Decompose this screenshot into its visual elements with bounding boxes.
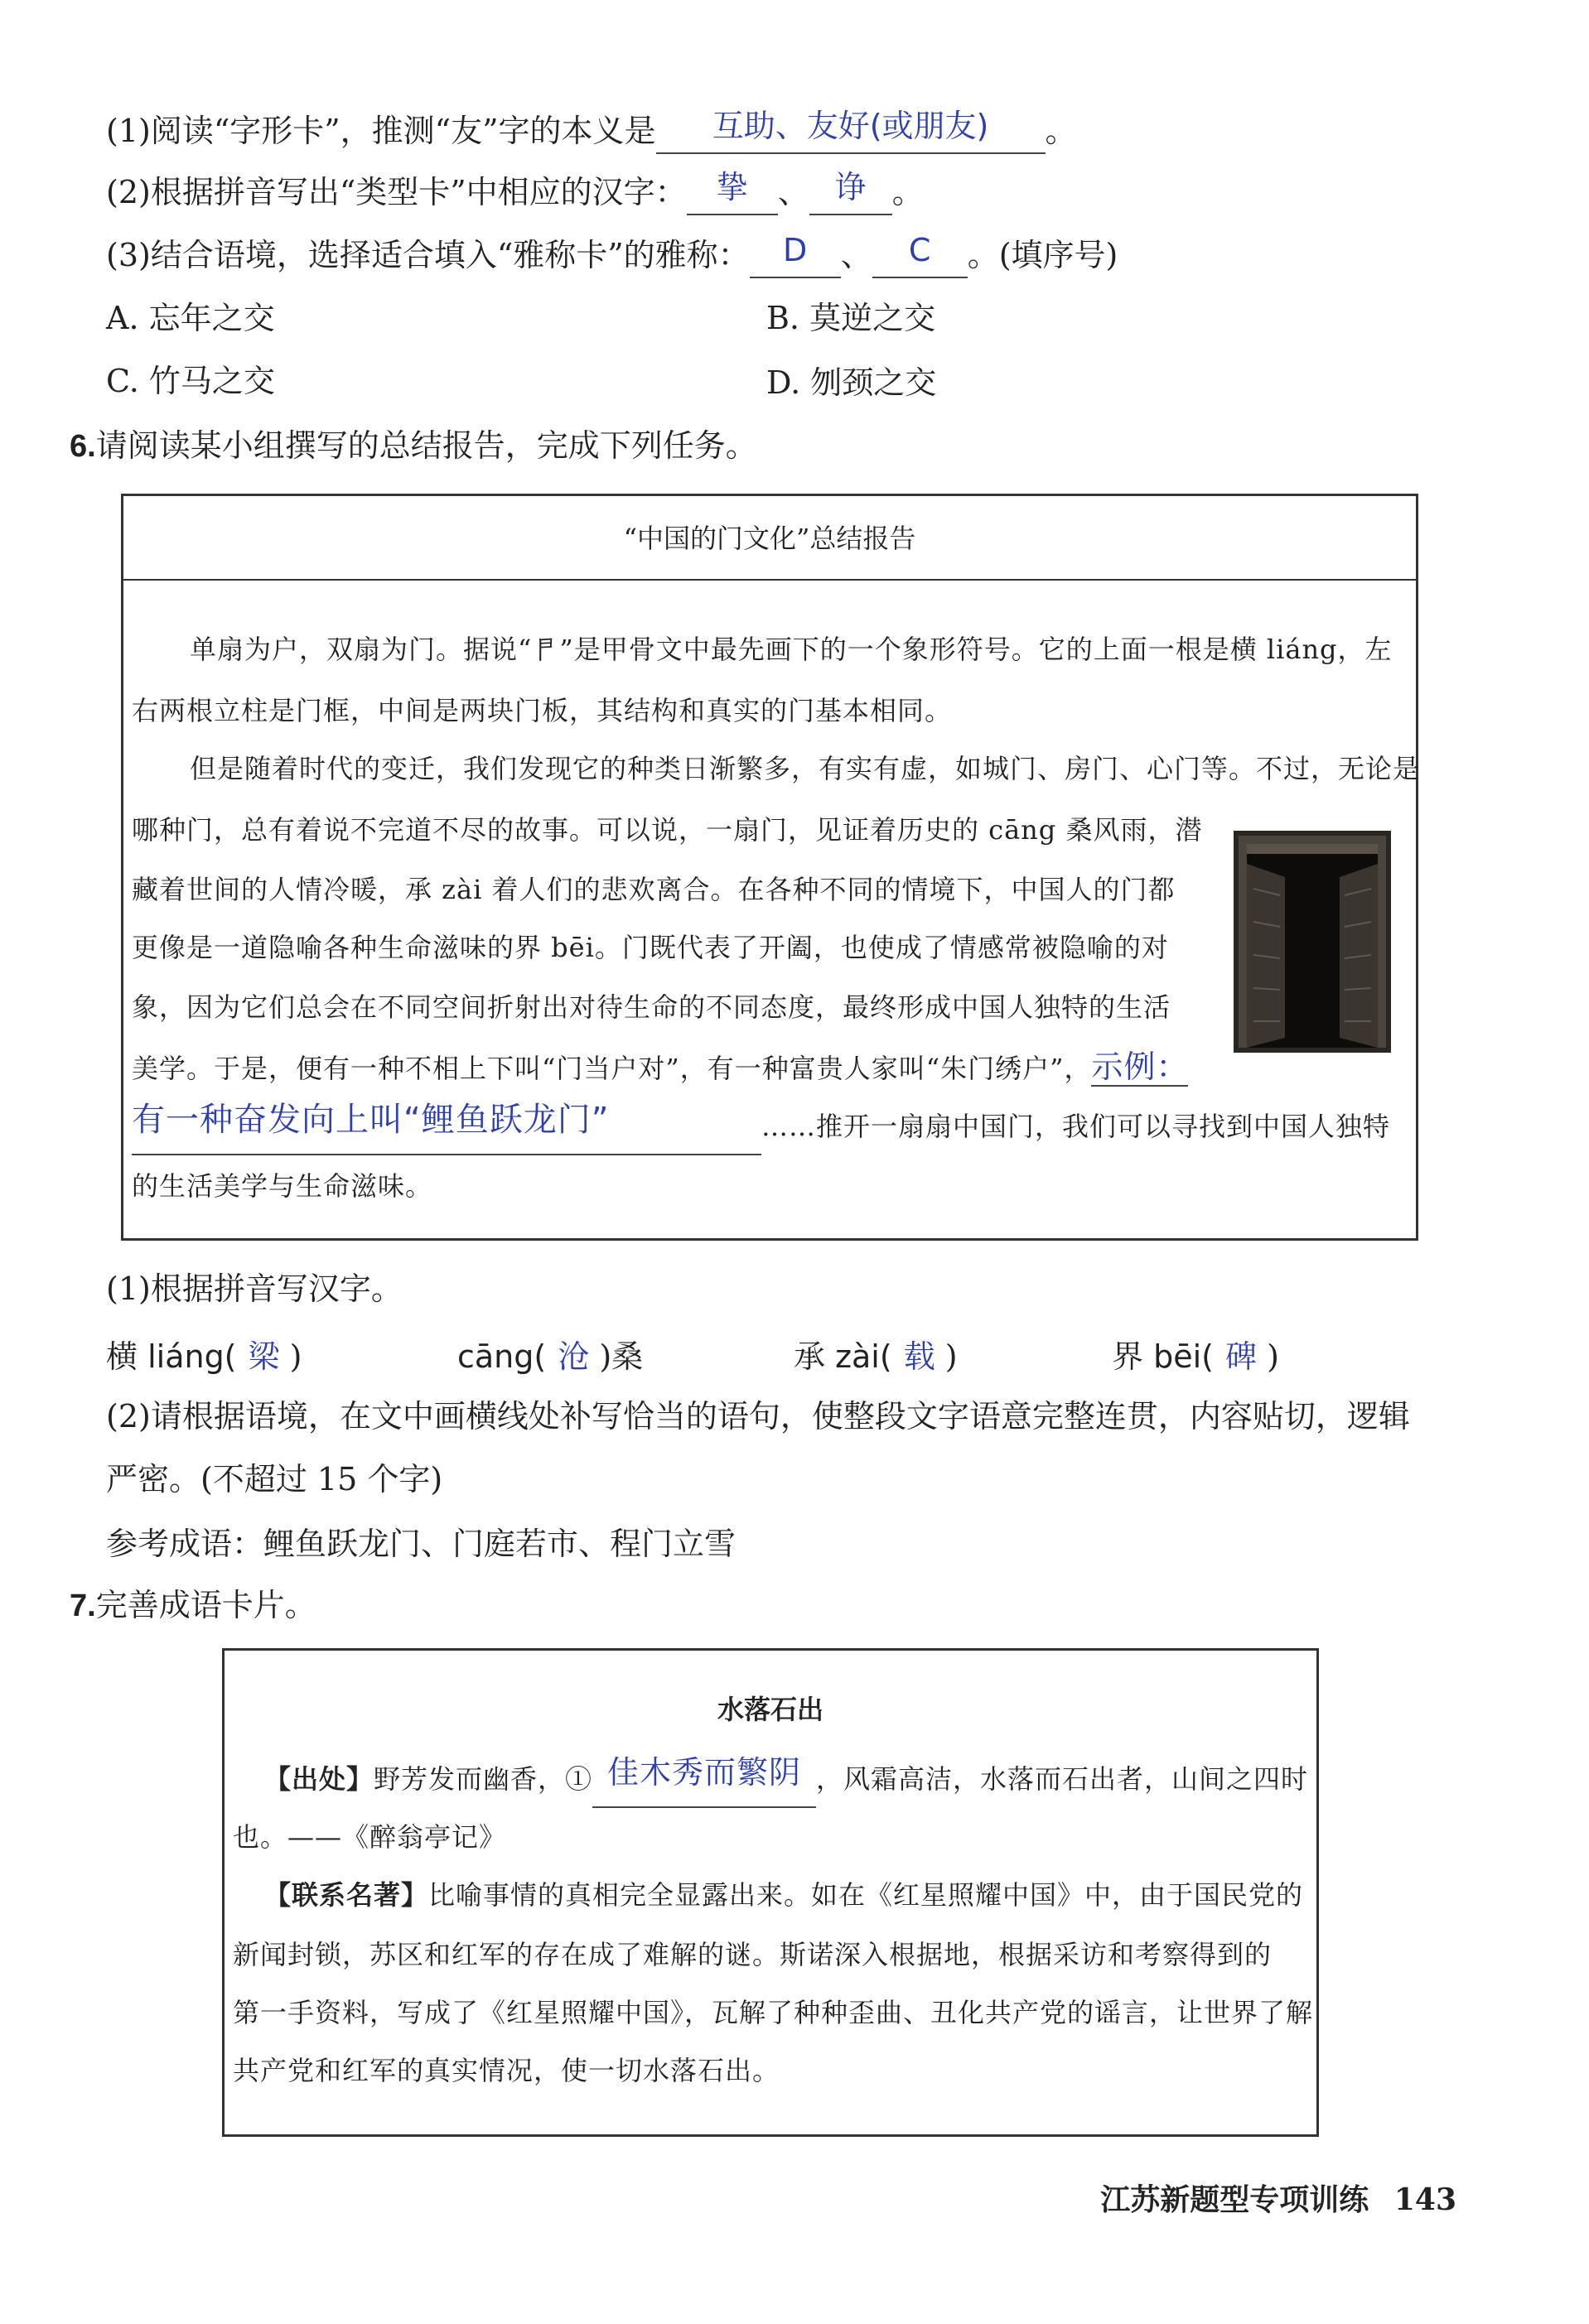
q6-sub2-line2: 严密。(不超过 15 个字) [106,1461,443,1497]
q6-para-line-9: 有一种奋发向上叫“鲤鱼跃龙门” ……推开一扇扇中国门，我们可以寻找到中国人独特 [132,1097,1390,1155]
q6-para-line-5: 藏着世间的人情冷暖，承 zài 着人们的悲欢离合。在各种不同的情境下，中国人的门都 [132,874,1176,905]
q6-title-divider [123,579,1416,581]
q6-para-line-10: 的生活美学与生命滋味。 [132,1170,433,1202]
q6-para-line-6: 更像是一道隐喻各种生命滋味的界 bēi。门既代表了开阖，也使成了情感常被隐喻的对 [132,932,1169,963]
q5-option-d: D. 刎颈之交 [766,364,937,401]
q6-pinyin-3: 承 zài( 载 ) [794,1338,958,1375]
door-photo [1234,831,1391,1053]
q6-heading: 6.请阅读某小组撰写的总结报告，完成下列任务。 [70,427,757,464]
q7-heading: 7.完善成语卡片。 [70,1587,316,1623]
footer-series: 江苏新题型专项训练 [1100,2183,1369,2217]
q7-source-line1: 【出处】野芳发而幽香，① 佳木秀而繁阴 ，风霜高洁，水落而石出者，山间之四时 [264,1750,1308,1808]
q6-para-line-7: 象，因为它们总会在不同空间折射出对待生命的不同态度，最终形成中国人独特的生活 [132,991,1171,1023]
q7-source-blank[interactable]: 佳木秀而繁阴 [592,1750,816,1808]
q5-sub1: (1)阅读“字形卡”，推测“友”字的本义是 互助、友好(或朋友) 。 [106,109,1077,154]
q5-sub3-blank2[interactable]: C [872,234,968,278]
q6-pinyin-4-answer[interactable]: 碑 [1224,1338,1257,1375]
q6-pinyin-1-answer[interactable]: 梁 [248,1338,280,1375]
q6-fill-blank[interactable]: 有一种奋发向上叫“鲤鱼跃龙门” [132,1097,761,1155]
q6-report-title: “中国的门文化”总结报告 [623,523,916,554]
q6-pinyin-2: cāng( 沧 )桑 [457,1338,644,1375]
q6-sub2-line1: (2)请根据语境，在文中画横线处补写恰当的语句，使整段文字语意完整连贯，内容贴切，逻辑 [106,1398,1410,1434]
q6-pinyin-2-answer[interactable]: 沧 [558,1338,590,1375]
q7-card-title: 水落石出 [717,1694,823,1725]
q6-para-line-3: 但是随着时代的变迁，我们发现它的种类日渐繁多，有实有虚，如城门、房门、心门等。不过，无论是 [190,753,1421,784]
q5-sub3-blank1[interactable]: D [750,234,841,278]
q6-sub1: (1)根据拼音写汉字。 [106,1270,403,1307]
q6-reference-idioms: 参考成语：鲤鱼跃龙门、门庭若市、程门立雪 [106,1526,737,1562]
q6-para-line-4: 哪种门，总有着说不完道不尽的故事。可以说，一扇门，见证着历史的 cāng 桑风雨，潜 [132,814,1203,846]
q7-source-line2: 也。——《醉翁亭记》 [233,1821,507,1853]
q6-example-label: 示例： [1091,1049,1189,1085]
q5-sub2-blank1[interactable]: 挚 [687,171,778,215]
q7-idiom-card [222,1648,1319,2137]
q5-option-b: B. 莫逆之交 [766,300,936,336]
q6-pinyin-4: 界 bēi( 碑 ) [1112,1338,1279,1375]
q7-link-line2: 新闻封锁，苏区和红军的存在成了难解的谜。斯诺深入根据地，根据采访和考察得到的 [233,1939,1273,1970]
q5-option-a: A. 忘年之交 [106,300,275,336]
q5-option-c: C. 竹马之交 [106,363,275,399]
door-photo-svg [1234,831,1391,1053]
q5-sub2: (2)根据拼音写出“类型卡”中相应的汉字： 挚 、 诤 。 [106,171,924,215]
q5-sub3: (3)结合语境，选择适合填入“雅称卡”的雅称： D 、 C 。(填序号) [106,234,1118,278]
q7-link-line1: 【联系名著】比喻事情的真相完全显露出来。如在《红星照耀中国》中，由于国民党的 [264,1879,1304,1911]
q5-sub1-blank[interactable]: 互助、友好(或朋友) [656,109,1046,154]
page-footer [1100,2177,1456,2219]
q5-sub2-blank2[interactable]: 诤 [809,171,892,215]
q6-pinyin-1: 横 liáng( 梁 ) [106,1338,302,1375]
q7-link-line4: 共产党和红军的真实情况，使一切水落石出。 [233,2055,780,2086]
page-number: 143 [1393,2182,1456,2217]
q7-link-line3: 第一手资料，写成了《红星照耀中国》，瓦解了种种歪曲、丑化共产党的谣言，让世界了解 [233,1997,1314,2028]
q6-para-line-2: 右两根立柱是门框，中间是两块门板，其结构和真实的门基本相同。 [132,695,953,726]
q6-report-box [121,494,1421,1241]
q6-para-line-1: 单扇为户，双扇为门。据说“𠁣”是甲骨文中最先画下的一个象形符号。它的上面一根是横 liáng，左 [190,634,1393,665]
q6-pinyin-3-answer[interactable]: 载 [903,1338,935,1375]
q6-para-line-8: 美学。于是，便有一种不相上下叫“门当户对”，有一种富贵人家叫“朱门绣户”，示例： [132,1049,1189,1085]
